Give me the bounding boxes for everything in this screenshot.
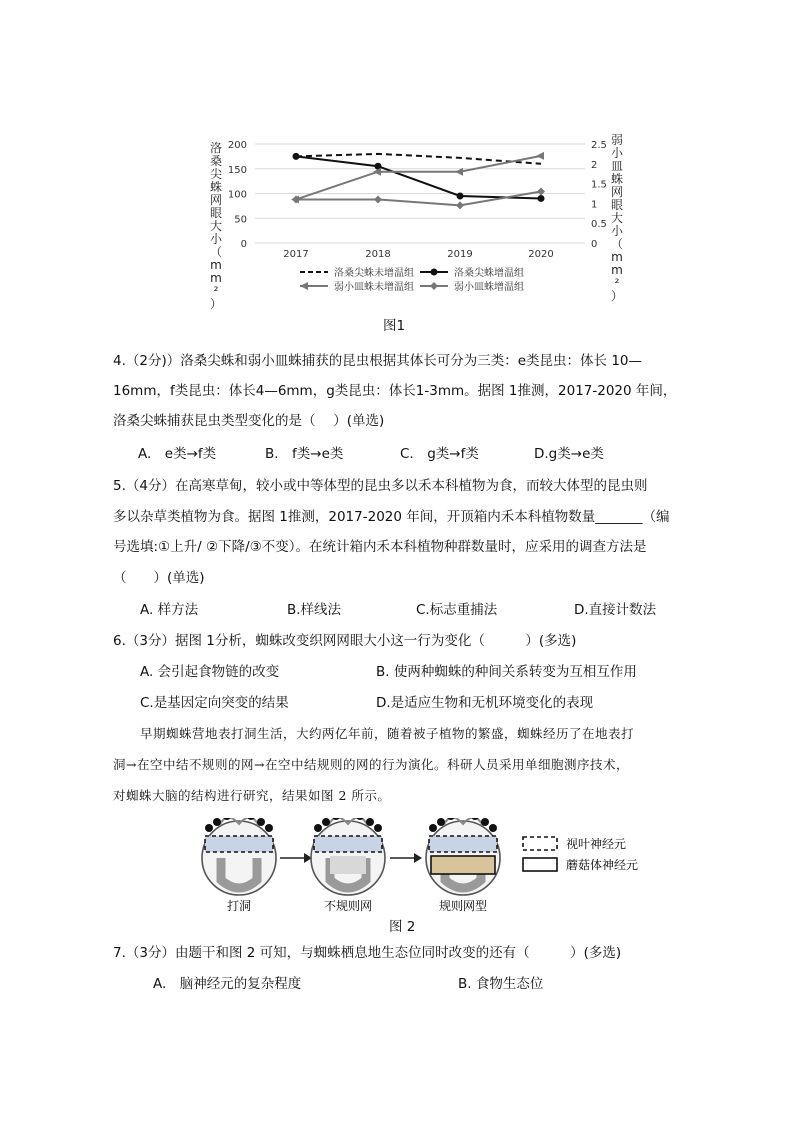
legend-label: 蘑菇体神经元 (566, 858, 639, 872)
data-point (537, 188, 545, 196)
passage-line: 早期蜘蛛营地表打洞生活，大约两亿年前，随着被子植物的繁盛，蜘蛛经历了在地表打 (140, 726, 635, 741)
question-line: 16mm，f类昆虫：体长4—6mm，g类昆虫：体长1-3mm。据图 1推测，2017-2020 年间， (113, 383, 677, 399)
option-c[interactable]: C.是基因定向突变的结果 (140, 695, 289, 711)
question-line: （ ）(单选) (113, 570, 205, 586)
x-tick-label: 2017 (283, 249, 309, 260)
option-a[interactable]: A. 样方法 (140, 602, 199, 618)
figure1-caption: 图1 (383, 318, 406, 334)
x-tick-label: 2019 (447, 249, 473, 260)
question-line: 7.（3分）由题干和图 2 可知，与蜘蛛栖息地生态位同时改变的还有（ ）(多选) (113, 945, 622, 961)
arrow-icon (390, 853, 422, 863)
data-point (374, 195, 382, 203)
chart-axes (210, 133, 624, 311)
legend-marker (430, 282, 438, 290)
data-point (457, 192, 464, 199)
legend-label: 视叶神经元 (566, 837, 627, 851)
passage-line: 对蜘蛛大脑的结构进行研究，结果如图 2 所示。 (113, 788, 391, 803)
option-a[interactable]: A. 会引起食物链的改变 (140, 664, 280, 680)
y-axis-title-right: 弱小皿蛛网眼大小（ m m ² ） (610, 133, 624, 303)
solid-box-icon (523, 858, 557, 871)
chart-series (291, 152, 545, 210)
option-c[interactable]: C.标志重捕法 (416, 602, 498, 618)
x-tick-label: 2020 (528, 249, 554, 260)
legend-marker (300, 282, 308, 290)
y-tick-label-right: 2.5 (591, 140, 607, 151)
y-tick-label-left: 0 (240, 239, 247, 250)
chart-legend (300, 266, 524, 293)
legend-marker (431, 269, 438, 276)
figure2-caption: 图 2 (389, 919, 416, 935)
y-tick-label-right: 2 (591, 159, 598, 171)
y-tick-label-right: 1 (591, 199, 598, 211)
data-point (538, 195, 545, 202)
option-b[interactable]: B.样线法 (287, 602, 342, 618)
legend-label: 弱小皿蛛未增温组 (334, 282, 414, 293)
option-a[interactable]: A. 脑神经元的复杂程度 (153, 976, 302, 992)
legend-label: 洛桑尖蛛未增温组 (334, 268, 414, 279)
option-c[interactable]: C. g类→f类 (400, 446, 479, 462)
x-tick-label: 2018 (365, 249, 391, 260)
question-line: 多以杂草类植物为食。据图 1推测，2017-2020 年间，开顶箱内禾本科植物数量_______（编 (113, 509, 670, 525)
stage-label: 不规则网 (323, 899, 373, 913)
y-tick-label-left: 200 (227, 140, 247, 151)
stage-regular-web (426, 818, 500, 895)
passage-line: 洞→在空中结不规则的网→在空中结规则的网的行为演化。科研人员采用单细胞测序技术， (113, 757, 629, 772)
option-d[interactable]: D.g类→e类 (534, 446, 604, 462)
dashed-box-icon (523, 837, 557, 850)
legend-label: 弱小皿蛛增温组 (454, 282, 524, 293)
data-point (293, 153, 300, 160)
option-b[interactable]: B. 食物生态位 (458, 976, 544, 992)
y-tick-label-left: 50 (234, 214, 247, 226)
question-line: 洛桑尖蛛捕获昆虫类型变化的是（ ）(单选) (113, 413, 385, 429)
option-b[interactable]: B. f类→e类 (265, 446, 344, 462)
question-line: 4.（2分)）洛桑尖蛛和弱小皿蛛捕获的昆虫根据其体长可分为三类：e类昆虫：体长 10— (113, 353, 643, 369)
y-axis-title-left: 洛桑尖蛛网眼大小（ m m ² ） (209, 141, 223, 311)
figure2-diagram (0, 818, 794, 928)
stage-label: 打洞 (226, 899, 252, 913)
arrow-icon (280, 853, 312, 863)
y-tick-label-left: 100 (227, 189, 247, 201)
y-tick-label-right: 1.5 (591, 179, 607, 191)
legend-label: 洛桑尖蛛增温组 (454, 268, 524, 279)
data-point (456, 201, 464, 209)
option-b[interactable]: B. 使两种蜘蛛的种间关系转变为互相互作用 (376, 664, 637, 680)
question-line: 5.（4分）在高寒草甸，较小或中等体型的昆虫多以禾本科植物为食，而较大体型的昆虫则 (113, 478, 648, 494)
option-a[interactable]: A. e类→f类 (138, 446, 217, 462)
option-d[interactable]: D.是适应生物和无机环境变化的表现 (376, 695, 594, 711)
stage-irregular-web (311, 818, 385, 895)
stage-label: 规则网型 (438, 899, 488, 913)
series-line (296, 156, 541, 200)
y-tick-label-right: 0.5 (591, 219, 607, 231)
question-line: 6.（3分）据图 1分析，蜘蛛改变织网网眼大小这一行为变化（ ）(多选) (113, 633, 577, 649)
data-point (536, 152, 544, 160)
y-tick-label-right: 0 (591, 239, 598, 250)
stage-burrow (202, 818, 276, 895)
option-d[interactable]: D.直接计数法 (574, 602, 657, 618)
figure2-legend (523, 836, 638, 872)
y-tick-label-left: 150 (227, 164, 247, 176)
question-line: 号选填:①上升/ ②下降/③不变）。在统计箱内禾本科植物种群数量时，应采用的调查方法是 (113, 539, 647, 555)
